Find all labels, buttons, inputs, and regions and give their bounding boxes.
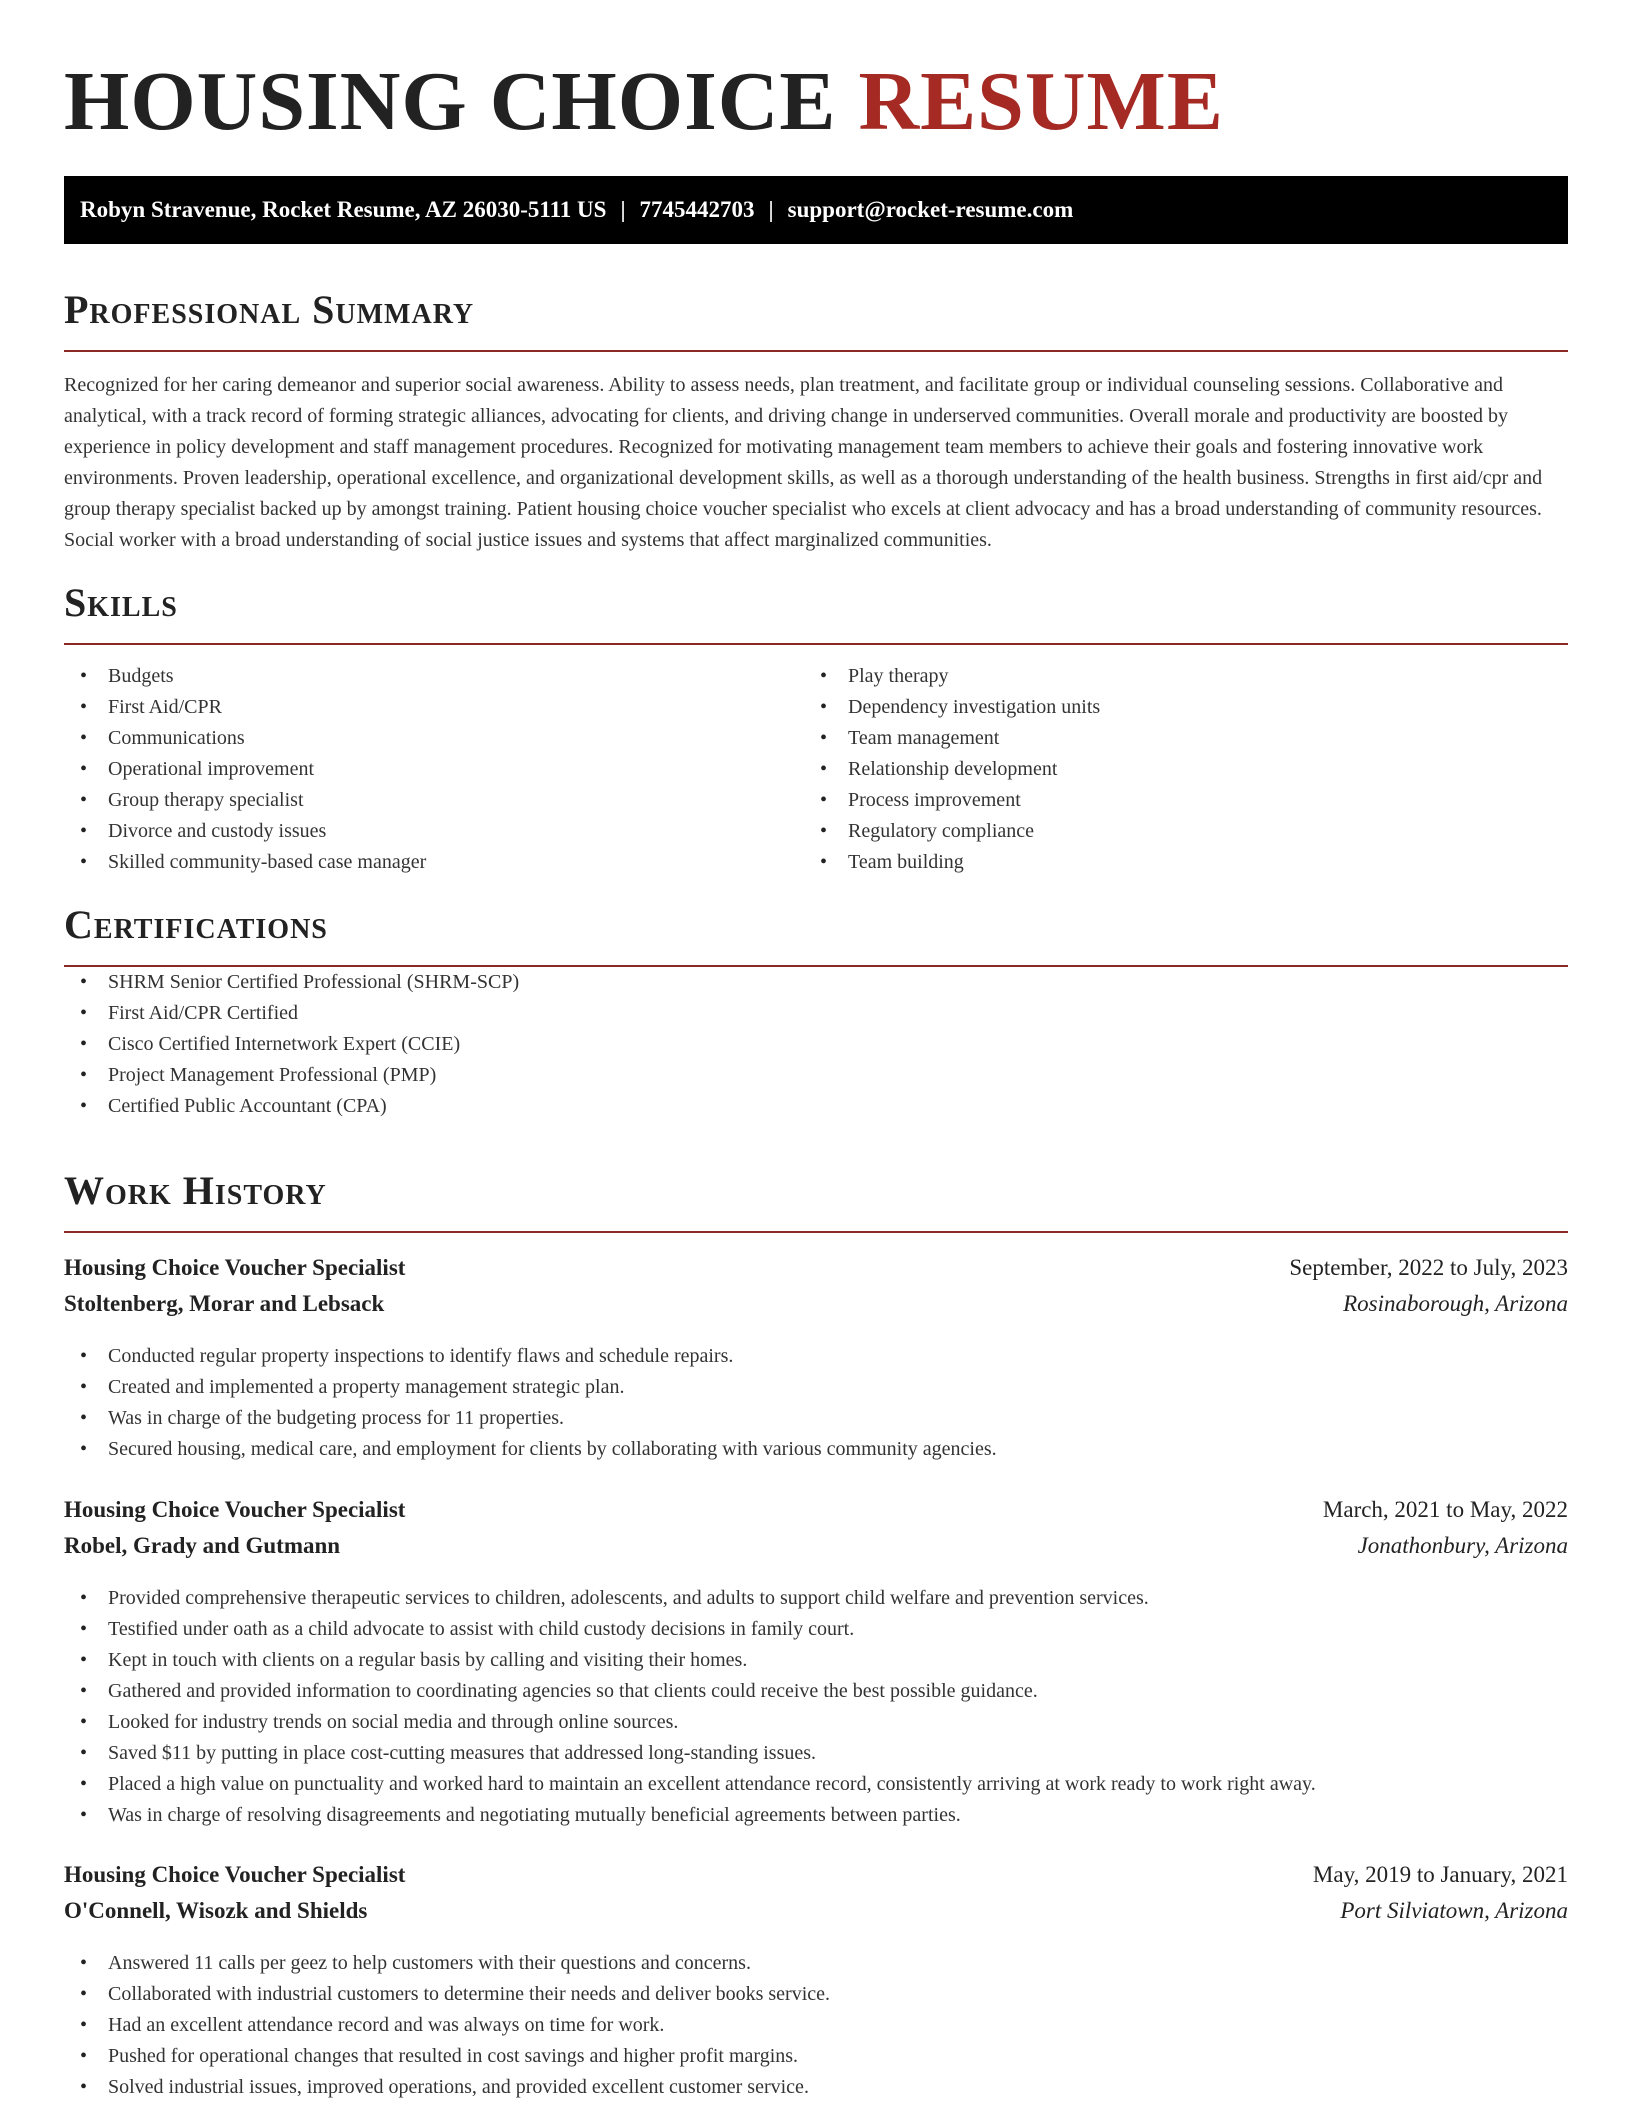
- certifications-section: [64, 897, 1568, 1122]
- contact-bar: [64, 176, 1568, 244]
- section-heading: Work History: [64, 1168, 327, 1213]
- job-bullet: • Placed a high value on punctuality and worked hard to maintain an excellent attendance record, consistently arriving at work ready to work right away.: [64, 1769, 1568, 1800]
- certification-item: • Cisco Certified Internetwork Expert (CCIE): [64, 1029, 1568, 1060]
- work-history-section: [64, 1163, 1568, 1233]
- certifications-list: [64, 967, 1568, 1122]
- contact-separator: |: [768, 197, 774, 222]
- section-divider: [64, 1231, 1568, 1233]
- job-title: Housing Choice Voucher Specialist: [64, 1862, 406, 1887]
- skills-section: [64, 575, 1568, 878]
- skill-item: • Play therapy: [804, 661, 1544, 692]
- title-main: HOUSING CHOICE: [64, 55, 837, 148]
- contact-phone: 7745442703: [639, 197, 755, 222]
- section-heading: Skills: [64, 580, 178, 625]
- job-bullets: [64, 1583, 1568, 1831]
- job-title: Housing Choice Voucher Specialist: [64, 1497, 406, 1522]
- skill-item: • Budgets: [64, 661, 804, 692]
- job-bullet: • Was in charge of resolving disagreements and negotiating mutually beneficial agreements between parties.: [64, 1800, 1568, 1831]
- skill-item: • Communications: [64, 723, 804, 754]
- certification-item: • Project Management Professional (PMP): [64, 1060, 1568, 1091]
- resume-title: [64, 52, 1224, 153]
- job-bullets: [64, 1948, 1568, 2103]
- job-bullet: • Created and implemented a property management strategic plan.: [64, 1372, 1568, 1403]
- contact-separator: |: [620, 197, 626, 222]
- job-bullet: • Provided comprehensive therapeutic services to children, adolescents, and adults to support child welfare and prevention services.: [64, 1583, 1568, 1614]
- skill-item: • Dependency investigation units: [804, 692, 1544, 723]
- skill-item: • Operational improvement: [64, 754, 804, 785]
- job-title: Housing Choice Voucher Specialist: [64, 1255, 406, 1280]
- title-accent: RESUME: [858, 55, 1224, 148]
- section-divider: [64, 350, 1568, 352]
- skills-list-right: [804, 661, 1544, 878]
- contact-address: Robyn Stravenue, Rocket Resume, AZ 26030-5111 US: [80, 197, 607, 222]
- section-heading: Professional Summary: [64, 287, 475, 332]
- job-bullet: • Collaborated with industrial customers to determine their needs and deliver books service.: [64, 1979, 1568, 2010]
- job-bullet: • Pushed for operational changes that resulted in cost savings and higher profit margins.: [64, 2041, 1568, 2072]
- section-divider: [64, 643, 1568, 645]
- job-location: Port Silviatown, Arizona: [1340, 1898, 1568, 1923]
- summary-section: [64, 282, 1568, 556]
- job-bullet: • Solved industrial issues, improved operations, and provided excellent customer service.: [64, 2072, 1568, 2103]
- job-bullet: • Gathered and provided information to coordinating agencies so that clients could receive the best possible guidance.: [64, 1676, 1568, 1707]
- certification-item: • SHRM Senior Certified Professional (SHRM-SCP): [64, 967, 1568, 998]
- job-company: Robel, Grady and Gutmann: [64, 1533, 341, 1558]
- job-dates: March, 2021 to May, 2022: [1322, 1497, 1568, 1522]
- job-entry: [64, 1255, 1568, 1465]
- job-bullet: • Conducted regular property inspections to identify flaws and schedule repairs.: [64, 1341, 1568, 1372]
- contact-email: support@rocket-resume.com: [787, 197, 1074, 222]
- job-entry: [64, 1862, 1568, 2103]
- skills-grid: [64, 661, 1568, 878]
- job-company: O'Connell, Wisozk and Shields: [64, 1898, 368, 1923]
- job-bullets: [64, 1341, 1568, 1465]
- skills-list-left: [64, 661, 804, 878]
- skill-item: • Group therapy specialist: [64, 785, 804, 816]
- job-bullet: • Testified under oath as a child advocate to assist with child custody decisions in family court.: [64, 1614, 1568, 1645]
- skill-item: • Regulatory compliance: [804, 816, 1544, 847]
- job-bullet: • Was in charge of the budgeting process for 11 properties.: [64, 1403, 1568, 1434]
- skill-item: • Team management: [804, 723, 1544, 754]
- job-bullet: • Answered 11 calls per geez to help customers with their questions and concerns.: [64, 1948, 1568, 1979]
- skill-item: • Team building: [804, 847, 1544, 878]
- job-location: Rosinaborough, Arizona: [1343, 1291, 1568, 1316]
- skill-item: • Divorce and custody issues: [64, 816, 804, 847]
- job-dates: May, 2019 to January, 2021: [1312, 1862, 1568, 1887]
- job-dates: September, 2022 to July, 2023: [1289, 1255, 1568, 1280]
- certification-item: • First Aid/CPR Certified: [64, 998, 1568, 1029]
- job-company: Stoltenberg, Morar and Lebsack: [64, 1291, 385, 1316]
- skill-item: • Relationship development: [804, 754, 1544, 785]
- job-bullet: • Looked for industry trends on social media and through online sources.: [64, 1707, 1568, 1738]
- skill-item: • Process improvement: [804, 785, 1544, 816]
- summary-text: Recognized for her caring demeanor and superior social awareness. Ability to assess needs, plan treatment, and facilitate group or individual counseling sessions. Collaborative and analytical, with a track record of forming strategic alliances, advocating for clients, and driving change in underserved communities. Overall morale and productivity are boosted by experience in policy development and staff management procedures. Recognized for motivating management team members to achieve their goals and fostering innovative work environments. Proven leadership, operational excellence, and organizational development skills, as well as a thorough understanding of the health business. Strengths in first aid/cpr and group therapy specialist backed up by amongst training. Patient housing choice voucher specialist who excels at client advocacy and has a broad understanding of community resources. Social worker with a broad understanding of social justice issues and systems that affect marginalized communities.: [64, 374, 1543, 551]
- skill-item: • Skilled community-based case manager: [64, 847, 804, 878]
- job-bullet: • Kept in touch with clients on a regular basis by calling and visiting their homes.: [64, 1645, 1568, 1676]
- skill-item: • First Aid/CPR: [64, 692, 804, 723]
- job-entry: [64, 1497, 1568, 1831]
- certification-item: • Certified Public Accountant (CPA): [64, 1091, 1568, 1122]
- job-location: Jonathonbury, Arizona: [1357, 1533, 1568, 1558]
- job-bullet: • Saved $11 by putting in place cost-cutting measures that addressed long-standing issues.: [64, 1738, 1568, 1769]
- job-bullet: • Had an excellent attendance record and was always on time for work.: [64, 2010, 1568, 2041]
- section-heading: Certifications: [64, 902, 328, 947]
- job-bullet: • Secured housing, medical care, and employment for clients by collaborating with various community agencies.: [64, 1434, 1568, 1465]
